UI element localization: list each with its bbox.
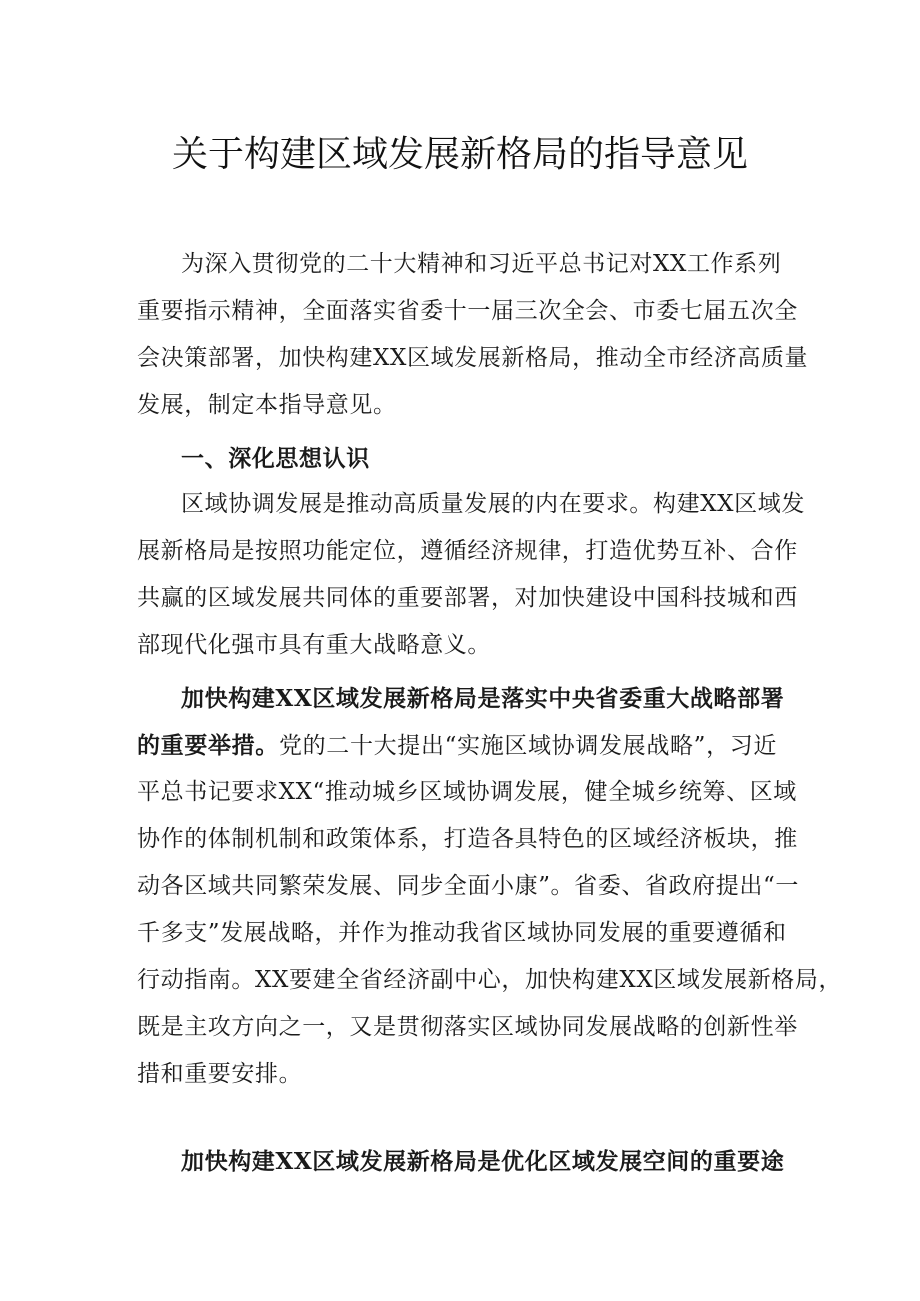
intro-line: 为深入贯彻党的二十大精神和习近平总书记对XX工作系列 bbox=[181, 251, 782, 277]
section-1-paragraph bbox=[137, 481, 805, 669]
bold-lead-line: 加快构建XX区域发展新格局是落实中央省委重大战略部署 bbox=[181, 685, 785, 712]
section-heading: 一、深化思想认识 bbox=[181, 446, 370, 472]
paragraph-line: 区域协调发展是推动高质量发展的内在要求。构建XX区域发 bbox=[181, 491, 805, 517]
paragraph-line: 平总书记要求XX“推动城乡区域协调发展，健全城乡统筹、区域 bbox=[137, 779, 797, 805]
paragraph-line: 千多支”发展战略，并作为推动我省区域协同发展的重要遵循和 bbox=[137, 920, 787, 946]
paragraph-line: 行动指南。XX要建全省经济副中心，加快构建XX区域发展新格局， bbox=[137, 967, 843, 993]
paragraph-line: 动各区域共同繁荣发展、同步全面小康”。省委、省政府提出“一 bbox=[137, 873, 799, 899]
intro-line: 会决策部署，加快构建XX区域发展新格局，推动全市经济高质量 bbox=[137, 345, 809, 371]
bold-lead-line: 加快构建XX区域发展新格局是优化区域发展空间的重要途 bbox=[181, 1148, 785, 1175]
intro-line: 发展，制定本指导意见。 bbox=[137, 392, 397, 418]
bold-lead-text: 的重要举措。 bbox=[137, 732, 279, 759]
section-1-heading-block bbox=[137, 436, 777, 483]
intro-paragraph bbox=[137, 241, 809, 429]
paragraph-3 bbox=[137, 1138, 785, 1185]
paragraph-line: 措和重要安排。 bbox=[137, 1061, 303, 1087]
paragraph-line: 既是主攻方向之一，又是贯彻落实区域协同发展战略的创新性举 bbox=[137, 1014, 798, 1040]
paragraph-2 bbox=[137, 675, 843, 1098]
paragraph-line bbox=[137, 722, 777, 769]
paragraph-line: 协作的体制机制和政策体系，打造各具特色的区域经济板块，推 bbox=[137, 826, 798, 852]
paragraph-text: 党的二十大提出“实施区域协调发展战略”，习近 bbox=[278, 733, 778, 759]
paragraph-line: 共赢的区域发展共同体的重要部署，对加快建设中国科技城和西 bbox=[137, 585, 798, 611]
document-title: 关于构建区域发展新格局的指导意见 bbox=[171, 134, 748, 175]
paragraph-line: 部现代化强市具有重大战略意义。 bbox=[137, 632, 491, 658]
paragraph-line: 展新格局是按照功能定位，遵循经济规律，打造优势互补、合作 bbox=[137, 538, 798, 564]
intro-line: 重要指示精神，全面落实省委十一届三次全会、市委七届五次全 bbox=[137, 298, 798, 324]
